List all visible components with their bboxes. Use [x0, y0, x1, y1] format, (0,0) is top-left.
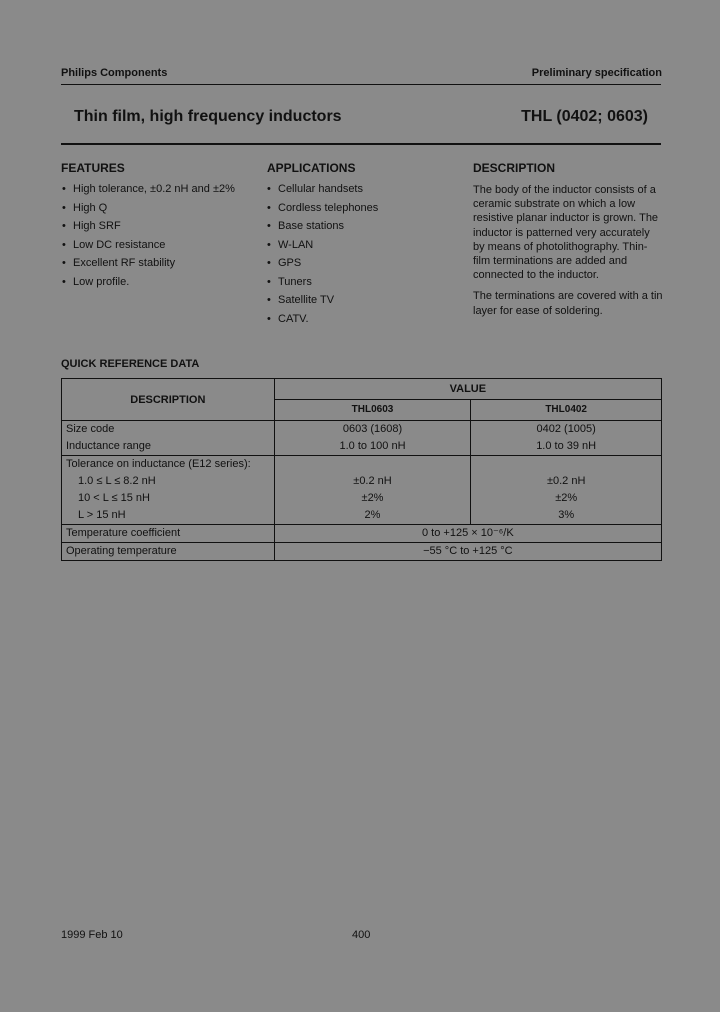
- description-paragraph: The terminations are covered with a tin layer for ease of soldering.: [473, 290, 663, 317]
- list-item: • High SRF: [62, 217, 235, 236]
- cell-value: [274, 456, 471, 474]
- table-row: [62, 490, 662, 507]
- cell-value: ±0.2 nH: [274, 473, 471, 490]
- list-item: • Low profile.: [62, 273, 235, 292]
- cell-value: 0402 (1005): [471, 421, 662, 439]
- list-item: • Satellite TV: [267, 291, 378, 310]
- table-row: [62, 525, 662, 543]
- row-label: Operating temperature: [62, 543, 275, 561]
- column-header-thl0402: THL0402: [471, 400, 662, 421]
- column-header-thl0603: THL0603: [274, 400, 471, 421]
- table-row: [62, 543, 662, 561]
- list-item: • High tolerance, ±0.2 nH and ±2%: [62, 180, 235, 199]
- document-title: Thin film, high frequency inductors: [74, 108, 342, 125]
- cell-value: 2%: [274, 507, 471, 525]
- row-label: Size code: [62, 421, 275, 439]
- features-list: [62, 180, 235, 291]
- cell-value: −55 °C to +125 °C: [274, 543, 661, 561]
- list-item: • Excellent RF stability: [62, 254, 235, 273]
- header-rule: [61, 84, 661, 85]
- cell-value: ±0.2 nH: [471, 473, 662, 490]
- description-paragraph: The body of the inductor consists of a ceramic substrate on which a low resistive planar inductor is grown. The inductor is patterned very accurately by means of photolithography. Thin-film terminations are added and connected to the inductor.: [473, 184, 659, 282]
- applications-heading: APPLICATIONS: [267, 161, 356, 175]
- list-item: • High Q: [62, 199, 235, 218]
- row-label: 1.0 ≤ L ≤ 8.2 nH: [62, 473, 275, 490]
- table-row: [62, 473, 662, 490]
- column-header-value: VALUE: [274, 379, 661, 400]
- cell-value: 0 to +125 × 10⁻⁶/K: [274, 525, 661, 543]
- quick-reference-table: [61, 378, 662, 561]
- list-item: • CATV.: [267, 310, 378, 329]
- row-label: Inductance range: [62, 438, 275, 456]
- header-company: Philips Components: [61, 67, 168, 79]
- row-label: Temperature coefficient: [62, 525, 275, 543]
- applications-list: [267, 180, 378, 328]
- cell-value: ±2%: [471, 490, 662, 507]
- cell-value: 1.0 to 100 nH: [274, 438, 471, 456]
- cell-value: [471, 456, 662, 474]
- quick-reference-heading: QUICK REFERENCE DATA: [61, 358, 200, 370]
- table-row: [62, 456, 662, 474]
- page-number: 400: [352, 929, 371, 941]
- table-header-row: [62, 379, 662, 400]
- description-body: [473, 183, 663, 325]
- row-label: 10 < L ≤ 15 nH: [62, 490, 275, 507]
- list-item: • GPS: [267, 254, 378, 273]
- header-spec-status: Preliminary specification: [531, 67, 662, 79]
- column-header-description: DESCRIPTION: [62, 379, 275, 421]
- table-row: [62, 421, 662, 439]
- cell-value: ±2%: [274, 490, 471, 507]
- table-row: [62, 438, 662, 456]
- title-rule: [61, 143, 661, 145]
- product-code: THL (0402; 0603): [521, 108, 648, 125]
- list-item: • Base stations: [267, 217, 378, 236]
- list-item: • W-LAN: [267, 236, 378, 255]
- features-heading: FEATURES: [61, 161, 125, 175]
- description-heading: DESCRIPTION: [473, 161, 556, 175]
- cell-value: 3%: [471, 507, 662, 525]
- footer-date: 1999 Feb 10: [61, 929, 123, 941]
- list-item: • Tuners: [267, 273, 378, 292]
- table-row: [62, 507, 662, 525]
- cell-value: 1.0 to 39 nH: [471, 438, 662, 456]
- list-item: • Low DC resistance: [62, 236, 235, 255]
- list-item: • Cordless telephones: [267, 199, 378, 218]
- cell-value: 0603 (1608): [274, 421, 471, 439]
- row-label: Tolerance on inductance (E12 series):: [62, 456, 275, 474]
- row-label: L > 15 nH: [62, 507, 275, 525]
- list-item: • Cellular handsets: [267, 180, 378, 199]
